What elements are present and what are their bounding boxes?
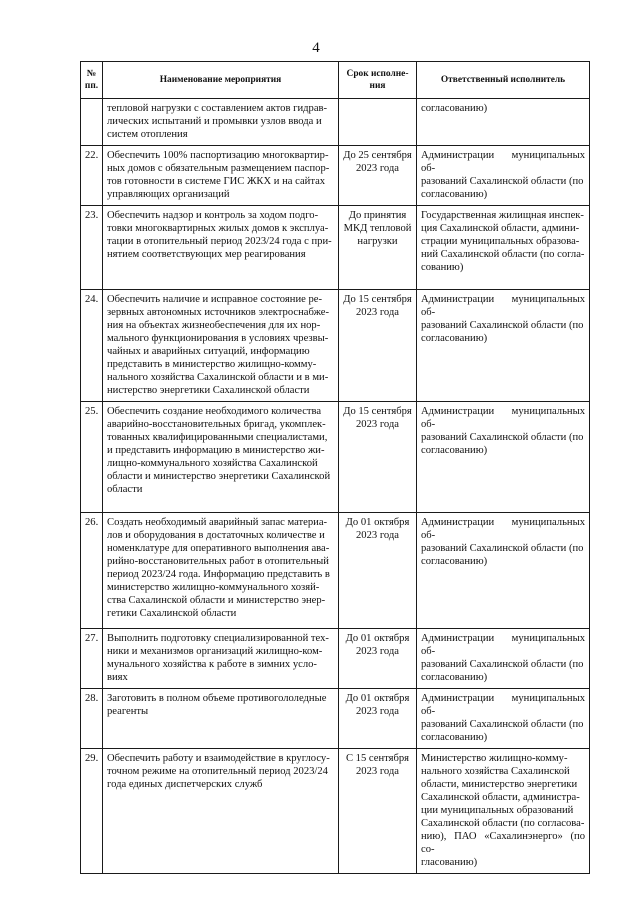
table-row bbox=[81, 513, 590, 629]
row-number: 25. bbox=[81, 402, 103, 513]
row-number bbox=[81, 99, 103, 146]
measure-name: Заготовить в полном объеме противогололедные реагенты bbox=[103, 689, 339, 749]
row-number: 24. bbox=[81, 290, 103, 402]
measure-responsible: Государственная жилищная инспек- ция Сахалинской области, админи- страции муниципальных образова- ний Сахалинской области (по согла- сованию) bbox=[417, 206, 590, 290]
measure-name: Обеспечить создание необходимого количества аварийно-восстановительных бригад, укомплек- тованных квалифицированными специалистами, и представить информацию в министерство жи- лищно-коммунального хозяйства Сахалинской области и министерство энергетики Сахалинской области bbox=[103, 402, 339, 513]
measure-responsible: Администрации муниципальных об- разований Сахалинской области (по согласованию) bbox=[417, 290, 590, 402]
measure-name: Обеспечить 100% паспортизацию многоквартир- ных домов с обязательным размещением паспор- тов готовности в системе ГИС ЖКХ и на сайтах управляющих организаций bbox=[103, 146, 339, 206]
measure-responsible: Министерство жилищно-комму- нального хозяйства Сахалинской области, министерство энергетики Сахалинской области, администра- ции муниципальных образований Сахалинской области (по согласова- нию), ПАО «Сахалинэнерго» (по со- гласованию) bbox=[417, 749, 590, 874]
header-name: Наименование мероприятия bbox=[103, 62, 339, 99]
measure-name: тепловой нагрузки с составлением актов гидрав- лических испытаний и промывки узлов ввода и систем отопления bbox=[103, 99, 339, 146]
table-row bbox=[81, 402, 590, 513]
header-num: № пп. bbox=[81, 62, 103, 99]
measure-deadline: До 01 октября 2023 года bbox=[339, 513, 417, 629]
measure-deadline bbox=[339, 99, 417, 146]
measure-deadline: До 01 октября 2023 года bbox=[339, 689, 417, 749]
measures-table bbox=[80, 61, 590, 874]
measure-responsible: Администрации муниципальных об- разований Сахалинской области (по согласованию) bbox=[417, 402, 590, 513]
measure-name: Обеспечить наличие и исправное состояние ре- зервных автономных источников электроснабже- ния на объектах жизнеобеспечения для их нор- мального функционирования в условиях чрезвы- чайных и аварийных ситуаций, информацию представить в министерство жилищно-комму- нального хозяйства Сахалинской области и в ми- нистерство энергетики Сахалинской области bbox=[103, 290, 339, 402]
measure-name: Обеспечить надзор и контроль за ходом подго- товки многоквартирных жилых домов к эксплуа- тации в отопительный период 2023/24 года с при- нятием соответствующих мер реагирования bbox=[103, 206, 339, 290]
measure-name: Выполнить подготовку специализированной тех- ники и механизмов организаций жилищно-ком- мунального хозяйства к работе в зимних усло- виях bbox=[103, 629, 339, 689]
measure-responsible: согласованию) bbox=[417, 99, 590, 146]
table-header-row bbox=[81, 62, 590, 99]
header-responsible: Ответственный исполнитель bbox=[417, 62, 590, 99]
row-number: 29. bbox=[81, 749, 103, 874]
measure-name: Обеспечить работу и взаимодействие в круглосу- точном режиме на отопительный период 2023/24 года единых диспетчерских служб bbox=[103, 749, 339, 874]
row-number: 22. bbox=[81, 146, 103, 206]
row-number: 28. bbox=[81, 689, 103, 749]
measure-deadline: До 15 сентября 2023 года bbox=[339, 402, 417, 513]
table-row bbox=[81, 689, 590, 749]
table-row bbox=[81, 749, 590, 874]
page-number: 4 bbox=[312, 40, 320, 56]
measure-deadline: До 25 сентября 2023 года bbox=[339, 146, 417, 206]
measure-responsible: Администрации муниципальных об- разований Сахалинской области (по согласованию) bbox=[417, 689, 590, 749]
table-row bbox=[81, 206, 590, 290]
measure-deadline: До 01 октября 2023 года bbox=[339, 629, 417, 689]
row-number: 27. bbox=[81, 629, 103, 689]
measure-responsible: Администрации муниципальных об- разований Сахалинской области (по согласованию) bbox=[417, 146, 590, 206]
table-row bbox=[81, 290, 590, 402]
measure-responsible: Администрации муниципальных об- разований Сахалинской области (по согласованию) bbox=[417, 629, 590, 689]
row-number: 26. bbox=[81, 513, 103, 629]
measure-deadline: До 15 сентября 2023 года bbox=[339, 290, 417, 402]
header-deadline: Срок исполне- ния bbox=[339, 62, 417, 99]
table-row bbox=[81, 629, 590, 689]
table-row bbox=[81, 99, 590, 146]
measure-deadline: С 15 сентября 2023 года bbox=[339, 749, 417, 874]
measure-responsible: Администрации муниципальных об- разований Сахалинской области (по согласованию) bbox=[417, 513, 590, 629]
table-row bbox=[81, 146, 590, 206]
row-number: 23. bbox=[81, 206, 103, 290]
measure-deadline: До принятия МКД тепловой нагрузки bbox=[339, 206, 417, 290]
measure-name: Создать необходимый аварийный запас материа- лов и оборудования в достаточных количестве и номенклатуре для оперативного выполнения ава- рийно-восстановительных работ в отопительный период 2023/24 года. Информацию представить в министерство жилищно-коммунального хозяй- ства Сахалинской области и министерство энер- гетики Сахалинской области bbox=[103, 513, 339, 629]
